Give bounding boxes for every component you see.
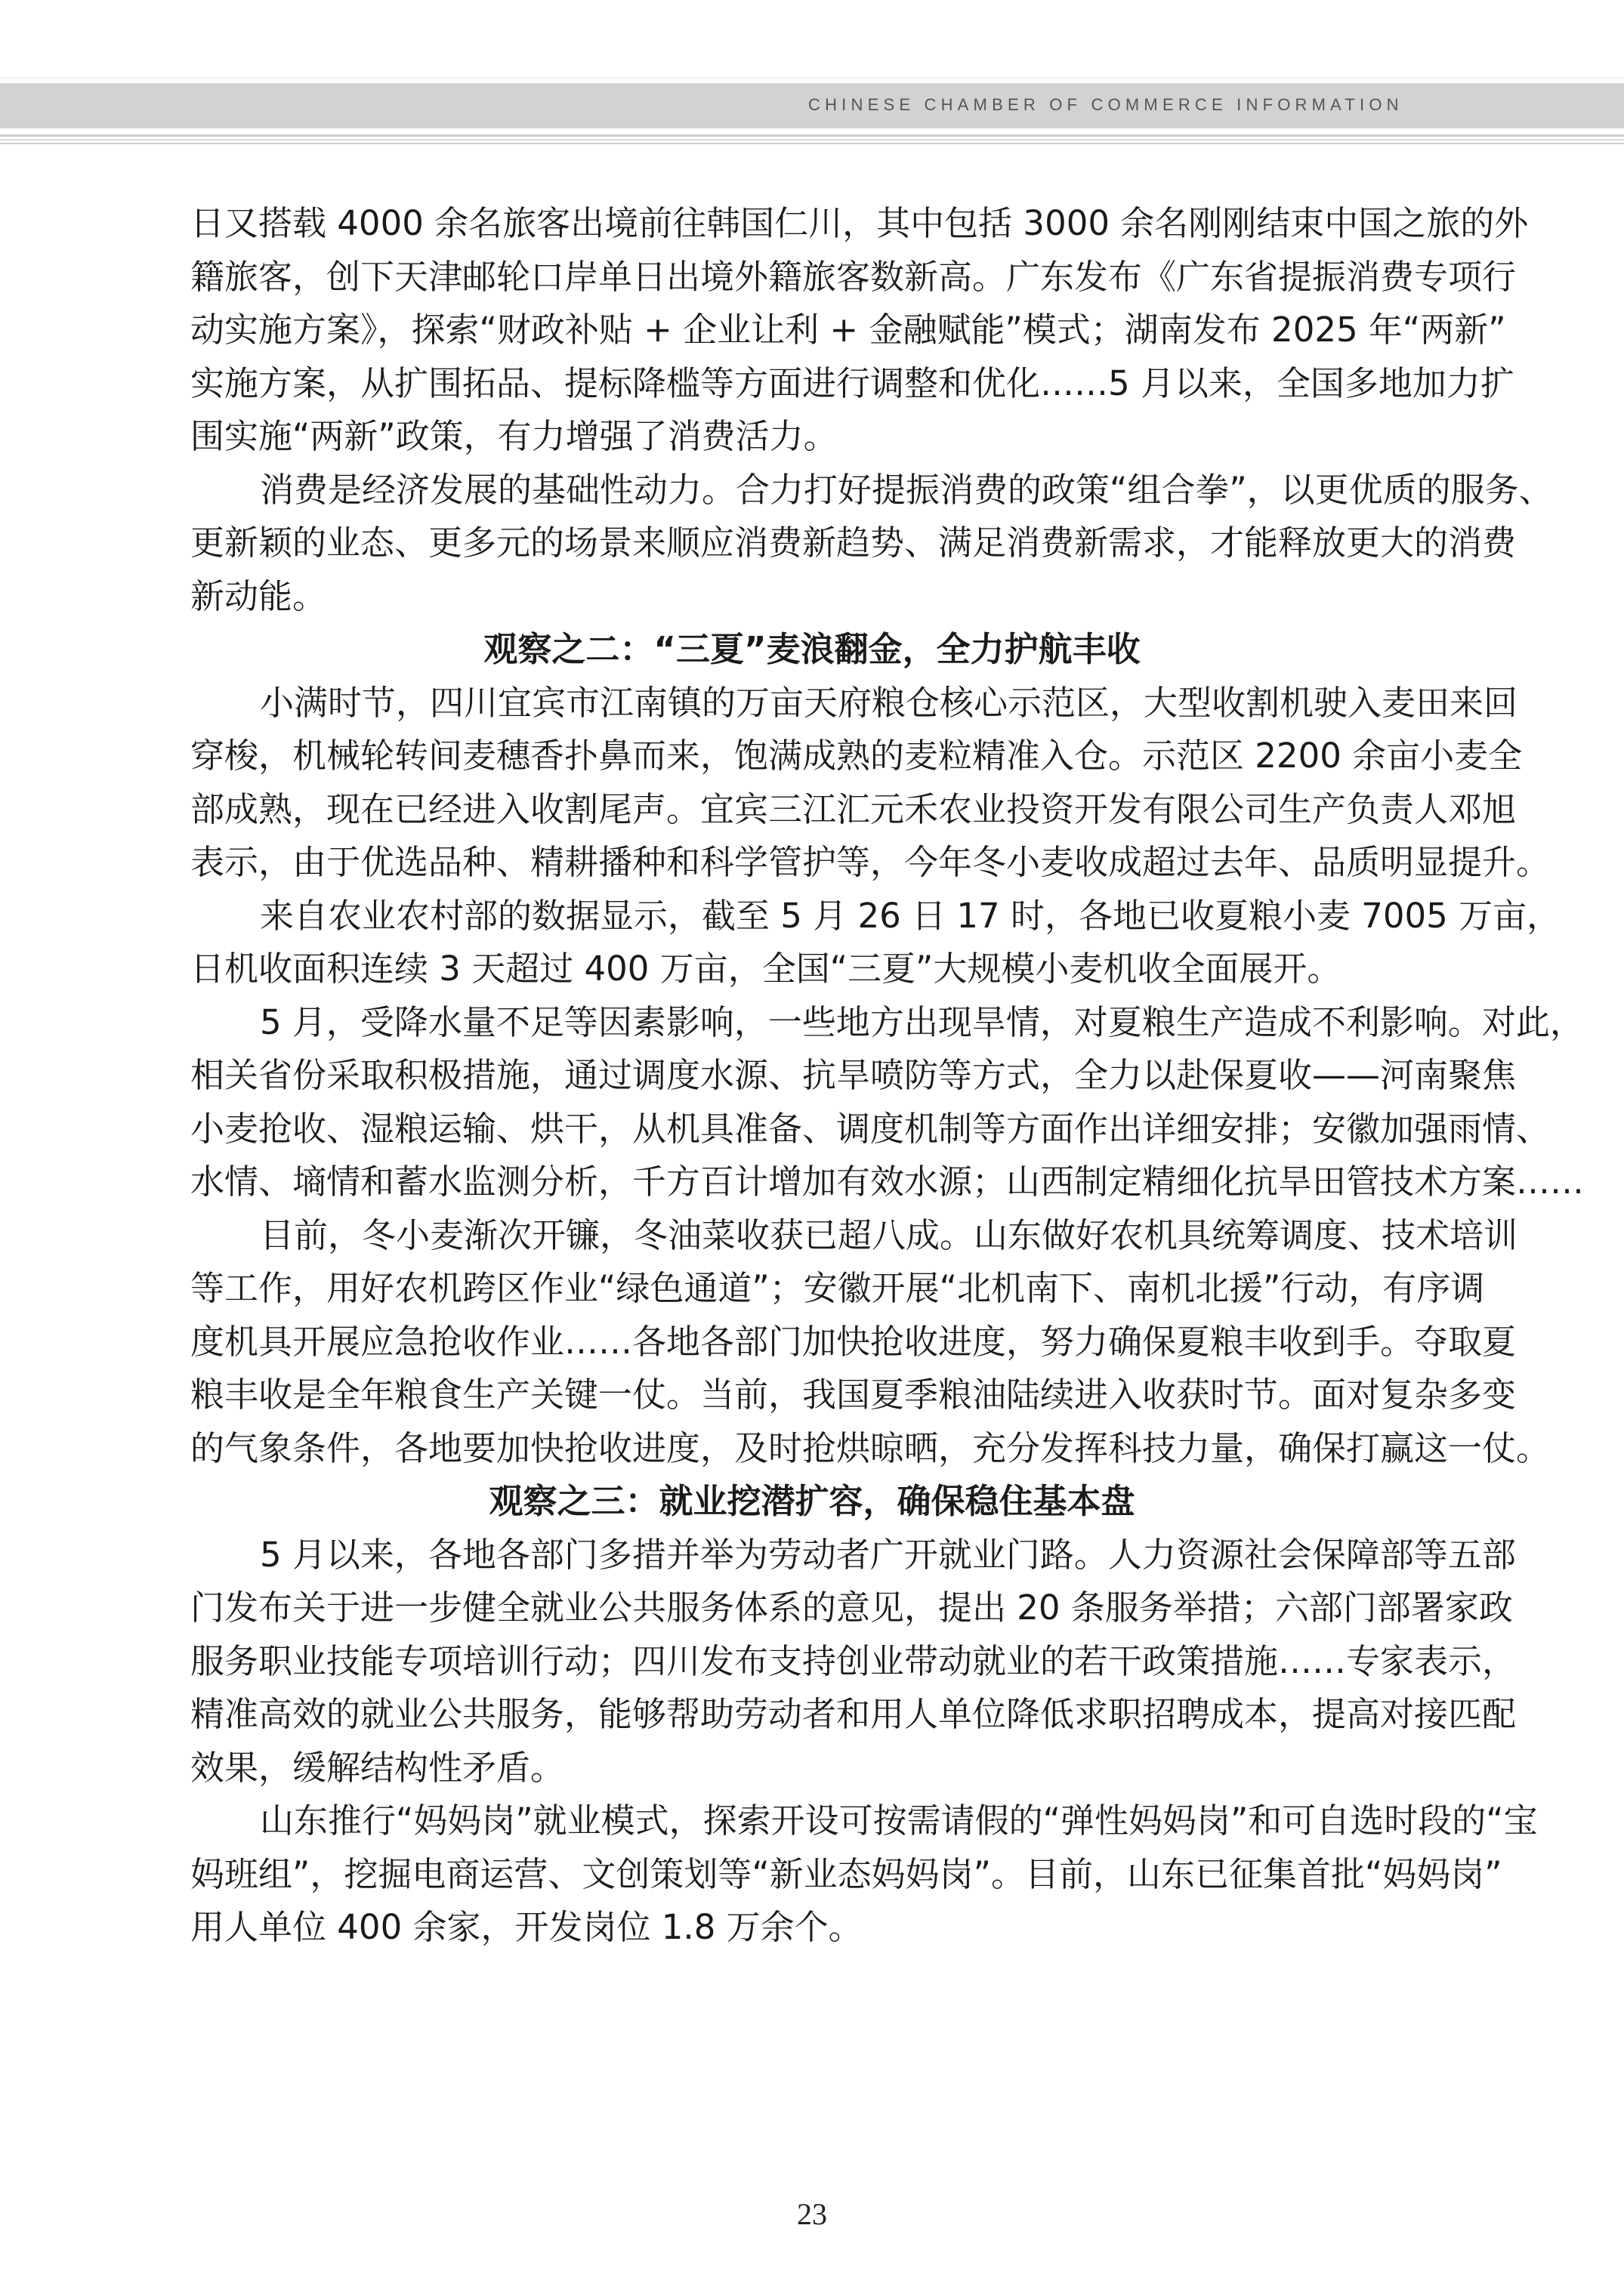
header-rule (0, 143, 1624, 144)
text-line: 服务职业技能专项培训行动；四川发布支持创业带动就业的若干政策措施……专家表示， (190, 1640, 1517, 1681)
text-line: 5 月，受降水量不足等因素影响，一些地方出现旱情，对夏粮生产造成不利影响。对此， (260, 1001, 1584, 1042)
text-line: 等工作，用好农机跨区作业“绿色通道”；安徽开展“北机南下、南机北援”行动，有序调 (190, 1268, 1485, 1308)
text-line: 日又搭载 4000 余名旅客出境前往韩国仁川，其中包括 3000 余名刚刚结束中国之旅的外 (190, 203, 1529, 243)
paragraph (190, 464, 1553, 624)
text-line: 水情、墒情和蓄水监测分析，千方百计增加有效水源；山西制定精细化抗旱田管技术方案…… (190, 1162, 1585, 1202)
text-line: 用人单位 400 余家，开发岗位 1.8 万余个。 (190, 1907, 863, 1947)
text-line: 5 月以来，各地各部门多措并举为劳动者广开就业门路。人力资源社会保障部等五部 (260, 1534, 1516, 1575)
text-line: 小满时节，四川宜宾市江南镇的万亩天府粮仓核心示范区，大型收割机驶入麦田来回 (260, 682, 1518, 723)
text-line: 更新颖的业态、更多元的场景来顺应消费新趋势、满足消费新需求，才能释放更大的消费 (190, 523, 1517, 563)
text-line: 粮丰收是全年粮食生产关键一仗。当前，我国夏季粮油陆续进入收获时节。面对复杂多变 (190, 1375, 1517, 1415)
section-heading: 观察之二：“三夏”麦浪翻金，全力护航丰收 (483, 629, 1141, 669)
text-line: 门发布关于进一步健全就业公共服务体系的意见，提出 20 条服务举措；六部门部署家政 (190, 1588, 1513, 1628)
text-line: 穿梭，机械轮转间麦穗香扑鼻而来，饱满成熟的麦粒精准入仓。示范区 2200 余亩小麦全 (190, 736, 1523, 776)
paragraph (190, 197, 1529, 464)
text-line: 日机收面积连续 3 天超过 400 万亩，全国“三夏”大规模小麦机收全面展开。 (190, 949, 1341, 989)
text-line: 围实施“两新”政策，有力增强了消费活力。 (190, 416, 838, 456)
text-line: 妈班组”，挖掘电商运营、文创策划等“新业态妈妈岗”。目前，山东已征集首批“妈妈岗” (190, 1853, 1502, 1894)
text-line: 新动能。 (190, 576, 327, 616)
text-line: 精准高效的就业公共服务，能够帮助劳动者和用人单位降低求职招聘成本，提高对接匹配 (190, 1694, 1517, 1734)
text-line: 籍旅客，创下天津邮轮口岸单日出境外籍旅客数新高。广东发布《广东省提振消费专项行 (190, 256, 1517, 297)
text-line: 动实施方案》，探索“财政补贴 + 企业让利 + 金融赋能”模式；湖南发布 2025 年“两新” (190, 310, 1506, 350)
text-line: 相关省份采取积极措施，通过调度水源、抗旱喷防等方式，全力以赴保夏收——河南聚焦 (190, 1055, 1517, 1095)
paragraph (190, 677, 1551, 890)
paragraph (190, 1529, 1517, 1795)
text-line: 消费是经济发展的基础性动力。合力打好提振消费的政策“组合拳”，以更优质的服务、 (260, 469, 1553, 510)
text-line: 部成熟，现在已经进入收割尾声。宜宾三江汇元禾农业投资开发有限公司生产负责人邓旭 (190, 789, 1517, 829)
article-body (190, 197, 1585, 1955)
text-line: 小麦抢收、湿粮运输、烘干，从机具准备、调度机制等方面作出详细安排；安徽加强雨情、 (190, 1108, 1551, 1149)
text-line: 效果，缓解结构性矛盾。 (190, 1747, 565, 1788)
text-line: 的气象条件，各地要加快抢收进度，及时抢烘晾晒，充分发挥科技力量，确保打赢这一仗。 (190, 1427, 1551, 1468)
text-line: 实施方案，从扩围拓品、提标降槛等方面进行调整和优化……5 月以来，全国多地加力扩 (190, 363, 1514, 403)
text-line: 目前，冬小麦渐次开镰，冬油菜收获已超八成。山东做好农机具统筹调度、技术培训 (260, 1214, 1518, 1255)
header-rule (0, 134, 1624, 137)
section-heading: 观察之三：就业挖潜扩容，确保稳住基本盘 (489, 1481, 1135, 1521)
paragraph (190, 1209, 1551, 1476)
text-line: 来自农业农村部的数据显示，截至 5 月 26 日 17 时，各地已收夏粮小麦 7005 万亩， (260, 895, 1561, 936)
header-thin-line (0, 77, 1624, 79)
paragraph (190, 996, 1585, 1209)
header-rule (0, 139, 1624, 140)
text-line: 山东推行“妈妈岗”就业模式，探索开设可按需请假的“弹性妈妈岗”和可自选时段的“宝 (260, 1801, 1538, 1841)
text-line: 表示，由于优选品种、精耕播种和科学管护等，今年冬小麦收成超过去年、品质明显提升。 (190, 842, 1551, 882)
publication-title: CHINESE CHAMBER OF COMMERCE INFORMATION (808, 95, 1403, 114)
paragraph (190, 1795, 1538, 1955)
page-number: 23 (797, 2197, 827, 2231)
text-line: 度机具开展应急抢收作业……各地各部门加快抢收进度，努力确保夏粮丰收到手。夺取夏 (190, 1321, 1517, 1362)
paragraph (190, 890, 1561, 996)
